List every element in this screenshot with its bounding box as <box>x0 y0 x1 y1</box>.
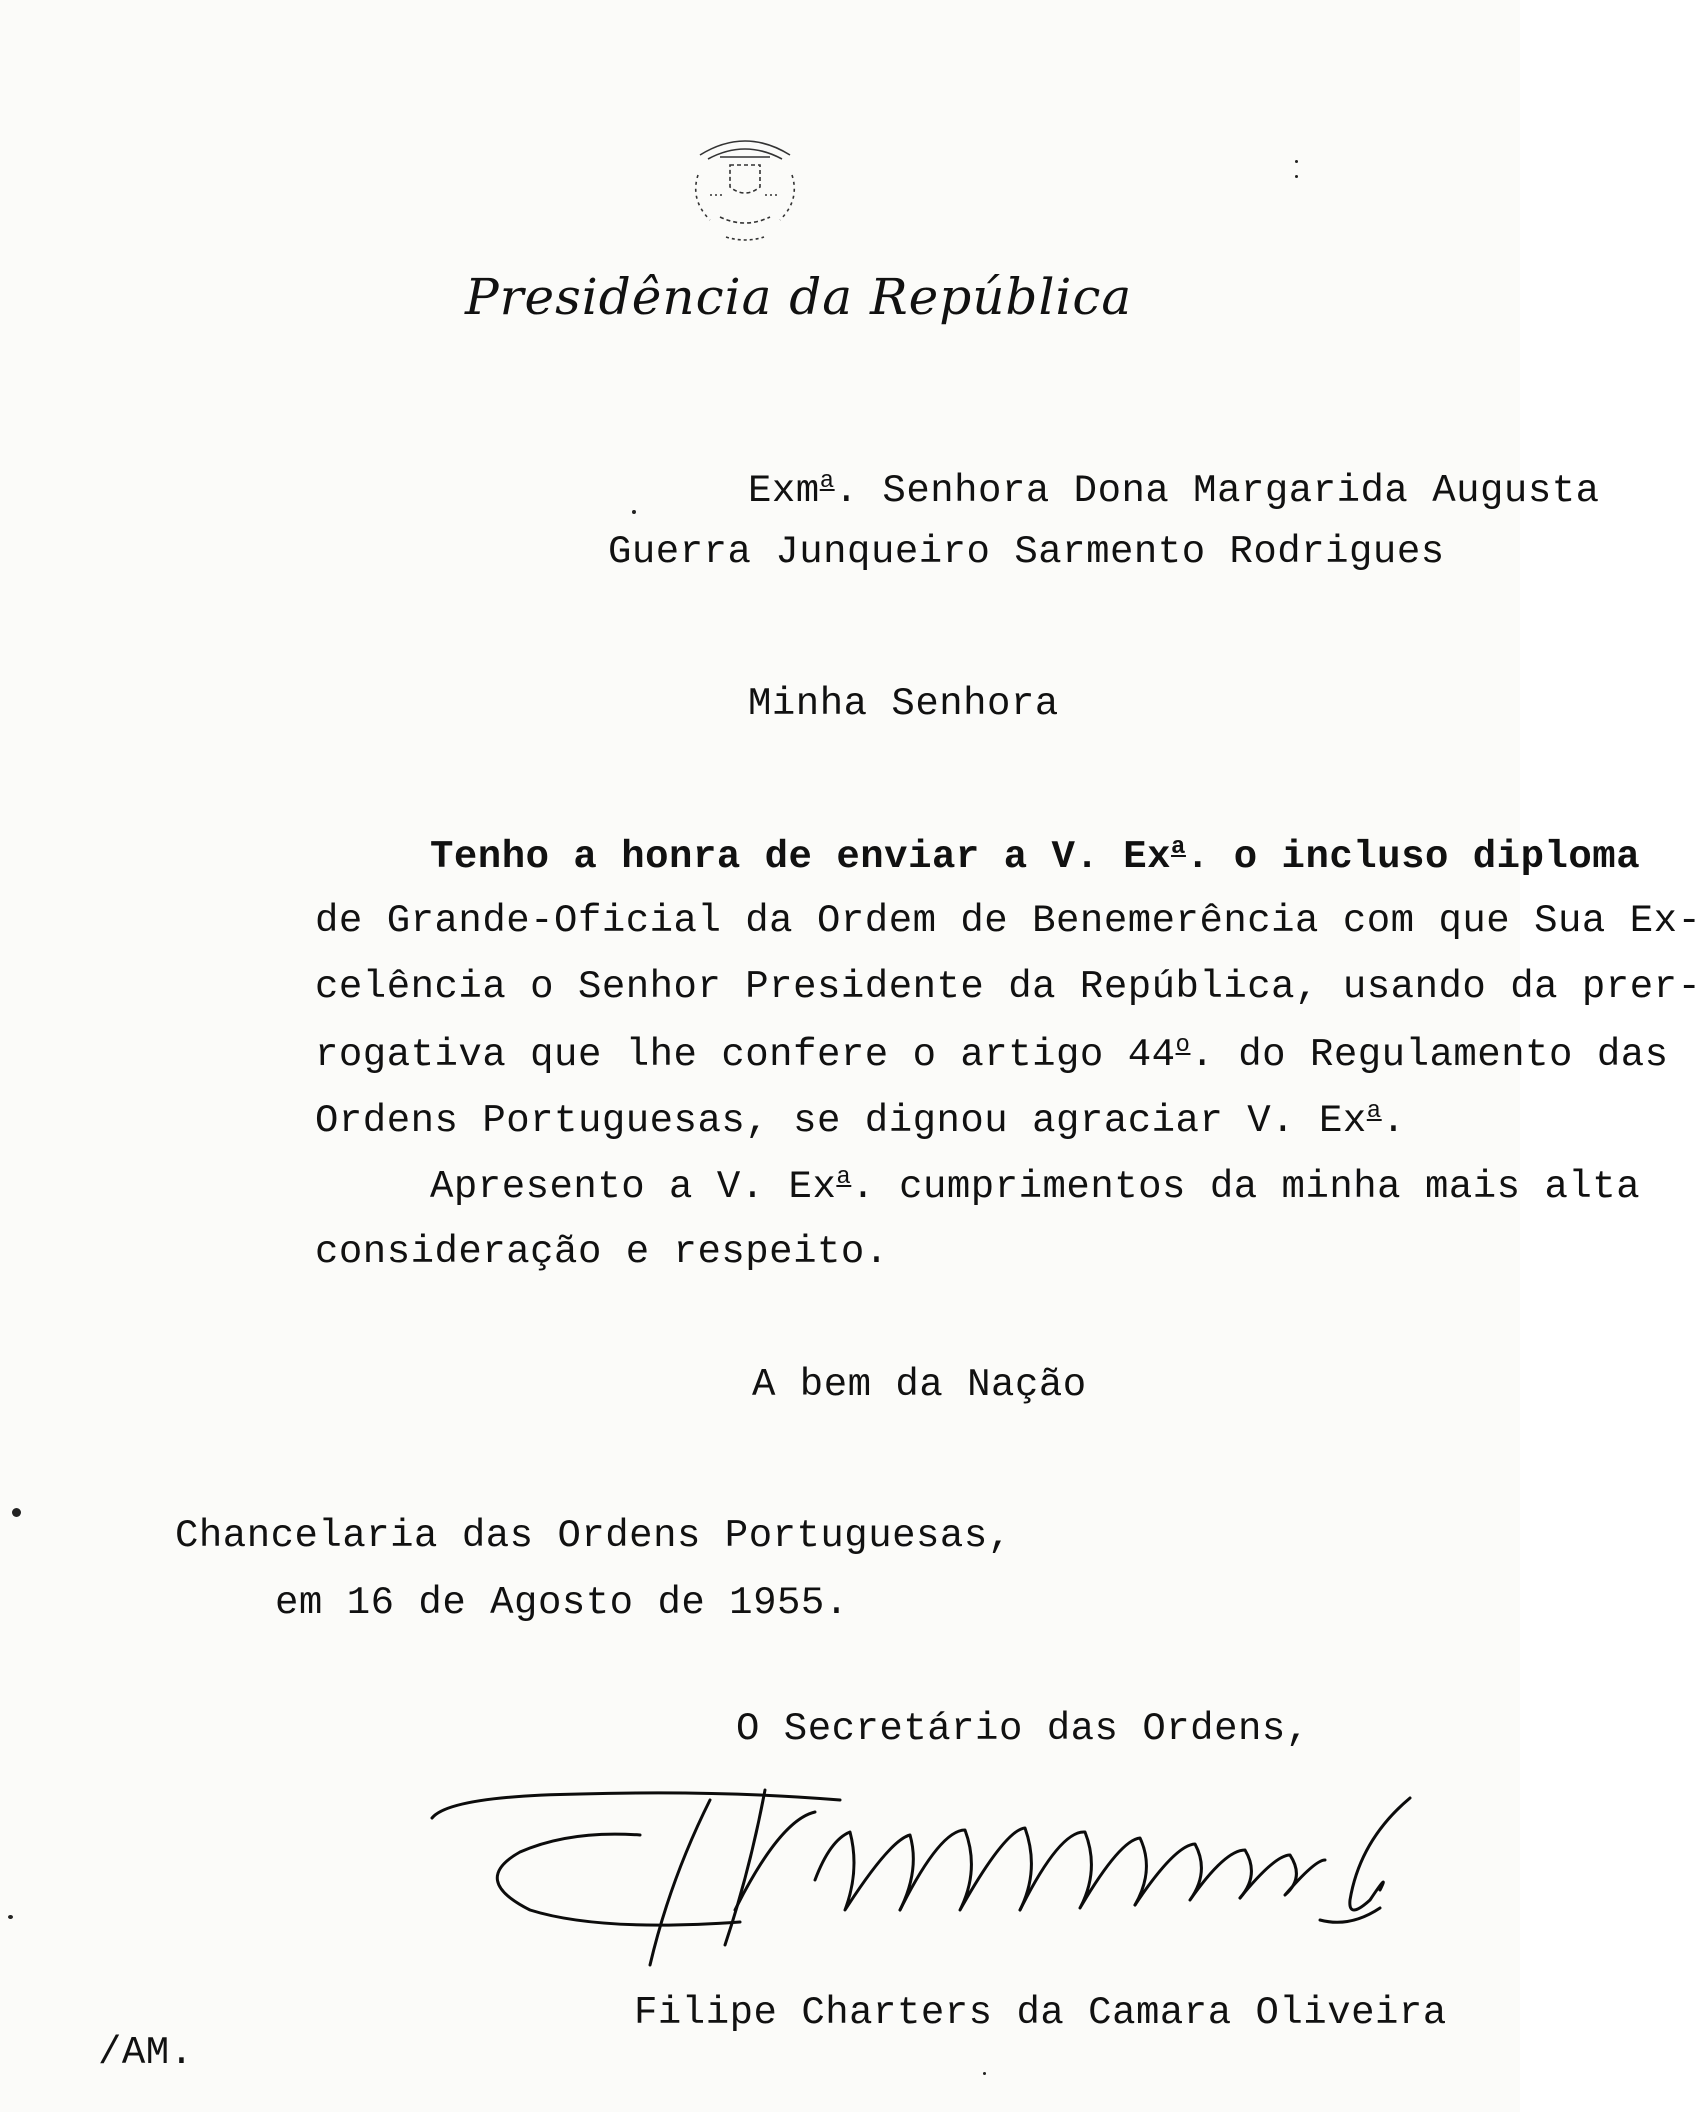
body-p1-line-4-a: rogativa que lhe confere o artigo 44 <box>315 1033 1176 1077</box>
recipient-line-1-rest: . Senhora Dona Margarida Augusta <box>834 469 1600 513</box>
letterhead-title: Presidência da República <box>465 268 1133 326</box>
body-p1-line-3: celência o Senhor Presidente da República, usando da prer- <box>315 965 1701 1009</box>
reference-initials: /AM. <box>98 2031 194 2075</box>
handwritten-signature <box>420 1760 1450 1980</box>
paper-speck <box>1295 175 1298 178</box>
paper-speck <box>8 1915 13 1919</box>
body-p1-line-1-b: . o incluso diploma <box>1185 835 1641 879</box>
body-p1-line-5-b: . <box>1381 1099 1406 1143</box>
body-p2-line-1-b: . cumprimentos da minha mais alta <box>851 1165 1641 1209</box>
body-p2-line-1-a: Apresento a V. Ex <box>430 1165 837 1209</box>
recipient-line-1-superscript: a <box>819 468 835 495</box>
paper-speck <box>12 1508 21 1517</box>
body-p1-line-2: de Grande-Oficial da Ordem de Benemerência com que Sua Ex- <box>315 899 1701 943</box>
recipient-line-1 <box>748 470 1600 511</box>
body-p1-line-4-b: . do Regulamento das <box>1190 1033 1669 1077</box>
body-p1-line-1 <box>430 836 1640 877</box>
body-p2-line-1 <box>430 1166 1640 1207</box>
body-p1-line-5-superscript: a <box>1366 1098 1382 1125</box>
body-p1-line-4 <box>315 1034 1669 1075</box>
paper-speck <box>983 2072 986 2075</box>
salutation: Minha Senhora <box>748 682 1059 726</box>
body-p1-line-1-a: Tenho a honra de enviar a V. Ex <box>430 835 1172 879</box>
recipient-line-1-prefix: Exm <box>748 469 820 513</box>
body-p1-line-1-superscript: a <box>1171 834 1186 861</box>
recipient-line-2: Guerra Junqueiro Sarmento Rodrigues <box>608 530 1445 574</box>
paper-speck <box>1295 160 1298 163</box>
paper-speck <box>632 510 636 514</box>
date-line: em 16 de Agosto de 1955. <box>275 1581 849 1625</box>
closing-formula: A bem da Nação <box>752 1363 1087 1407</box>
coat-of-arms-emblem <box>680 125 810 260</box>
body-p1-line-5 <box>315 1100 1406 1141</box>
place-line: Chancelaria das Ordens Portuguesas, <box>175 1514 1012 1558</box>
body-p2-line-1-superscript: a <box>836 1164 852 1191</box>
signatory-title: O Secretário das Ordens, <box>736 1707 1310 1751</box>
signatory-name: Filipe Charters da Camara Oliveira <box>634 1991 1447 2035</box>
body-p1-line-4-superscript: o <box>1175 1032 1191 1059</box>
body-p1-line-5-a: Ordens Portuguesas, se dignou agraciar V. Ex <box>315 1099 1367 1143</box>
body-p2-line-2: consideração e respeito. <box>315 1230 889 1274</box>
